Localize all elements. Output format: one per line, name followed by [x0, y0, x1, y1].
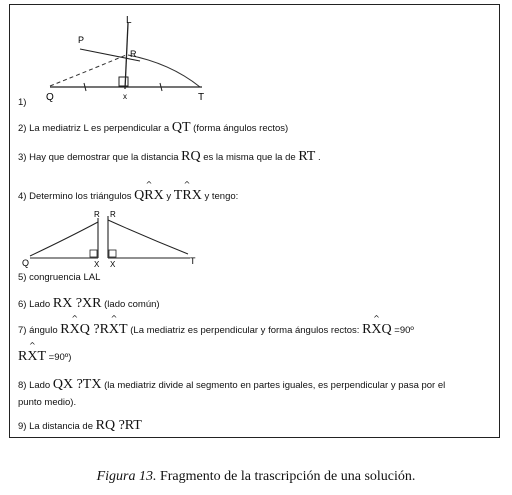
- label-T: T: [198, 92, 205, 103]
- label-x-left: X: [94, 260, 100, 268]
- item-1-label: 1): [18, 97, 27, 108]
- line-9-text: 9) La distancia de: [18, 421, 96, 432]
- segment-RQ: RQ: [181, 149, 201, 164]
- segment-QT: QT: [171, 120, 191, 135]
- label-x: x: [123, 92, 127, 101]
- line-4-end: y tengo:: [201, 191, 239, 202]
- line-3: [18, 149, 321, 165]
- line-2: [18, 120, 288, 136]
- label-R-left: R: [94, 210, 100, 219]
- line-8-note: (la mediatriz divide al segmento en partes iguales, es perpendicular y pasa por el: [101, 380, 446, 391]
- line-8b: punto medio).: [18, 397, 77, 408]
- sketch-figure-2: [18, 208, 208, 268]
- line-7-text: 7) ángulo: [18, 325, 61, 336]
- line-6-text: 6) Lado: [18, 299, 53, 310]
- line-3-mid: es la misma que la de: [200, 152, 299, 163]
- line-7-note: (La mediatriz es perpendicular y forma ángulos rectos:: [127, 325, 363, 336]
- line-2-note: (forma ángulos rectos): [190, 123, 289, 134]
- triangle-QRX: Q^ RX: [134, 188, 164, 203]
- label-x-right: X: [110, 260, 116, 268]
- label-R: R: [130, 49, 137, 59]
- line-7b: [18, 349, 71, 365]
- line-4: [18, 188, 238, 204]
- angle-RXQ: R^ XQ ?R^ XT: [60, 322, 127, 337]
- label-R-right: R: [110, 210, 116, 219]
- line-6: [18, 296, 160, 312]
- caption-label: Figura 13.: [96, 469, 157, 484]
- line-2-text: 2) La mediatriz L es perpendicular a: [18, 123, 172, 134]
- line-7-end: =90º: [391, 325, 414, 336]
- angle-RXT: R^ XT: [18, 349, 46, 364]
- triangle-TRX: T^ RX: [174, 188, 202, 203]
- angle-RXQ-value: R^ XQ: [362, 322, 392, 337]
- segment-RX-XR: RX ?XR: [52, 296, 102, 311]
- line-8-text: 8) Lado: [18, 380, 53, 391]
- sketch-figure-1: [40, 11, 240, 106]
- segment-QX-TX: QX ?TX: [52, 377, 102, 392]
- line-4-mid: y: [163, 191, 174, 202]
- label-Q: Q: [46, 92, 54, 103]
- segment-RT: RT: [298, 149, 316, 164]
- figure-caption: [0, 469, 512, 485]
- line-6-note: (lado común): [101, 299, 160, 310]
- line-7b-end: =90º): [46, 352, 72, 363]
- transcription-frame: [9, 4, 500, 438]
- segment-RQ-RT: RQ ?RT: [95, 418, 142, 433]
- label-T: T: [190, 256, 196, 266]
- line-9: [18, 418, 142, 434]
- label-Q: Q: [22, 258, 30, 268]
- line-7: [18, 322, 414, 338]
- line-3-text: 3) Hay que demostrar que la distancia: [18, 152, 182, 163]
- label-P: P: [78, 35, 85, 45]
- line-8: [18, 377, 445, 393]
- line-4-text: 4) Determino los triángulos: [18, 191, 135, 202]
- line-5: 5) congruencia LAL: [18, 272, 101, 283]
- line-3-end: .: [315, 152, 321, 163]
- label-L: L: [126, 15, 132, 26]
- caption-text: Fragmento de la trascripción de una solución.: [156, 469, 416, 484]
